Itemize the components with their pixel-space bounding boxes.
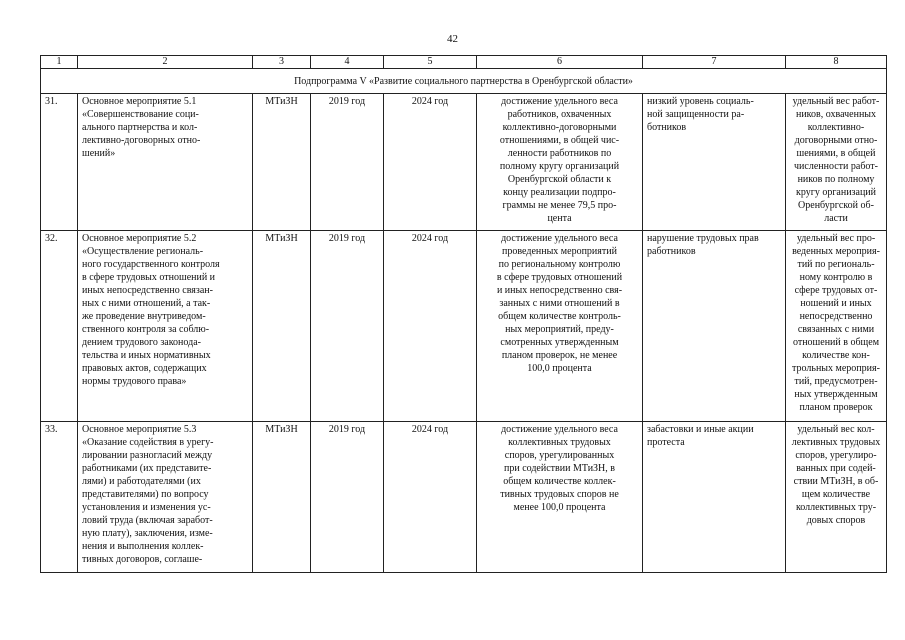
event-cell: Основное мероприятие 5.1 «Совершенствование соци- ального партнерства и кол- лективно-договорных отно- шений» xyxy=(78,94,253,231)
table-row xyxy=(41,231,887,422)
column-number: 4 xyxy=(311,56,384,69)
start-year-cell: 2019 год xyxy=(311,94,384,231)
end-year-cell: 2024 год xyxy=(384,94,477,231)
column-number: 8 xyxy=(786,56,887,69)
column-8-cell: удельный вес про- веденных мероприя- тий по региональ- ному контролю в сфере трудовых от- ношений и иных непосредственно связанных с ними отношений в общем количестве кон- трольных мероприя- тий, предусмотрен- ных утвержденным планом проверок xyxy=(786,231,887,422)
indicator-cell: достижение удельного веса коллективных трудовых споров, урегулированных при содействии МТиЗН, в общем количестве коллек- тивных трудовых споров не менее 100,0 процента xyxy=(477,422,643,573)
column-number: 1 xyxy=(41,56,78,69)
start-year-cell: 2019 год xyxy=(311,231,384,422)
table-row xyxy=(41,94,887,231)
table-row xyxy=(41,422,887,573)
subprogram-title: Подпрограмма V «Развитие социального партнерства в Оренбургской области» xyxy=(41,69,887,94)
risk-cell: низкий уровень социаль- ной защищенности ра- ботников xyxy=(643,94,786,231)
risk-cell: нарушение трудовых прав работников xyxy=(643,231,786,422)
executor-cell: МТиЗН xyxy=(253,231,311,422)
risk-cell: забастовки и иные акции протеста xyxy=(643,422,786,573)
subprogram-row xyxy=(41,69,887,94)
column-number: 3 xyxy=(253,56,311,69)
row-number: 32. xyxy=(41,231,78,422)
column-number: 7 xyxy=(643,56,786,69)
executor-cell: МТиЗН xyxy=(253,94,311,231)
end-year-cell: 2024 год xyxy=(384,422,477,573)
start-year-cell: 2019 год xyxy=(311,422,384,573)
indicator-cell: достижение удельного веса работников, охваченных коллективно-договорными отношениями, в общей чис- ленности работников по полному кругу организаций Оренбургской области к концу реализации подпро- граммы не менее 79,5 про- цента xyxy=(477,94,643,231)
end-year-cell: 2024 год xyxy=(384,231,477,422)
column-number-row xyxy=(41,56,887,69)
column-number: 6 xyxy=(477,56,643,69)
event-cell: Основное мероприятие 5.3 «Оказание содействия в урегу- лировании разногласий между работниками (их представите- лями) и работодателями (их представителями) по вопросу установления и изменения ус- ловий труда (включая заработ- ную плату), заключения, изме- нения и выполнения коллек- тивных договоров, соглаше- xyxy=(78,422,253,573)
row-number: 33. xyxy=(41,422,78,573)
column-number: 5 xyxy=(384,56,477,69)
executor-cell: МТиЗН xyxy=(253,422,311,573)
measures-table xyxy=(40,55,887,573)
column-8-cell: удельный вес кол- лективных трудовых споров, урегулиро- ванных при содей- ствии МТиЗН, в об- щем количестве коллективных тру- довых споров xyxy=(786,422,887,573)
indicator-cell: достижение удельного веса проведенных мероприятий по региональному контролю в сфере трудовых отношений и иных непосредственно свя- занных с ними отношений в общем количестве контроль- ных мероприятий, преду- смотренных утвержденным планом проверок, не менее 100,0 процента xyxy=(477,231,643,422)
column-8-cell: удельный вес работ- ников, охваченных коллективно- договорными отно- шениями, в общей численности работ- ников по полному кругу организаций Оренбургской об- ласти xyxy=(786,94,887,231)
page-number: 42 xyxy=(447,33,458,45)
column-number: 2 xyxy=(78,56,253,69)
event-cell: Основное мероприятие 5.2 «Осуществление региональ- ного государственного контроля в сфере трудовых отношений и иных непосредственно связан- ных с ними отношений, а так- же проведение внутриведом- ственного контроля за соблю- дением трудового законода- тельства и иных нормативных правовых актов, содержащих нормы трудового права» xyxy=(78,231,253,422)
row-number: 31. xyxy=(41,94,78,231)
